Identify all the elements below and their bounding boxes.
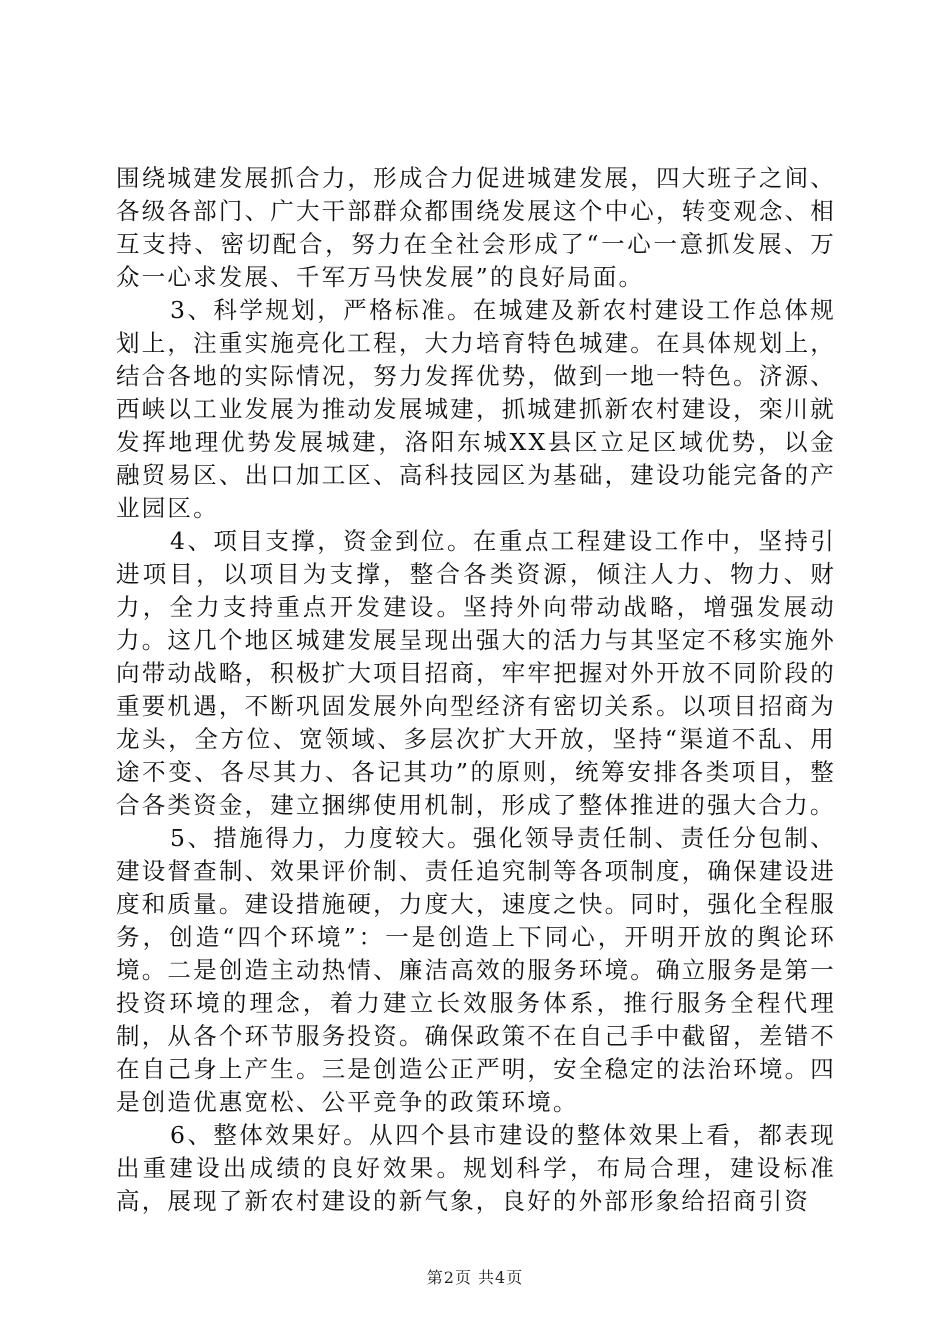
document-body bbox=[116, 162, 836, 1218]
paragraph-continuation: 围绕城建发展抓合力，形成合力促进城建发展，四大班子之间、各级各部门、广大干部群众都围绕发展这个中心，转变观念、相互支持、密切配合，努力在全社会形成了“一心一意抓发展、万众一心求发展、千军万马快发展”的良好局面。 bbox=[116, 164, 836, 291]
paragraph-item-5: 5、措施得力，力度较大。强化领导责任制、责任分包制、建设督查制、效果评价制、责任追究制等各项制度，确保建设进度和质量。建设措施硬，力度大，速度之快。同时，强化全程服务，创造“四个环境”：一是创造上下同心，开明开放的舆论环境。二是创造主动热情、廉洁高效的服务环境。确立服务是第一投资环境的理念，着力建立长效服务体系，推行服务全程代理制，从各个环节服务投资。确保政策不在自己手中截留，差错不在自己身上产生。三是创造公正严明，安全稳定的法治环境。四是创造优惠宽松、公平竞争的政策环境。 bbox=[116, 824, 836, 1116]
paragraph-item-6: 6、整体效果好。从四个县市建设的整体效果上看，都表现出重建设出成绩的良好效果。规划科学，布局合理，建设标准高，展现了新农村建设的新气象，良好的外部形象给招商引资 bbox=[116, 1121, 836, 1215]
paragraph-item-4: 4、项目支撑，资金到位。在重点工程建设工作中，坚持引进项目，以项目为支撑，整合各类资源，倾注人力、物力、财力，全力支持重点开发建设。坚持外向带动战略，增强发展动力。这几个地区城建发展呈现出强大的活力与其坚定不移实施外向带动战略，积极扩大项目招商，牢牢把握对外开放不同阶段的重要机遇，不断巩固发展外向型经济有密切关系。以项目招商为龙头，全方位、宽领域、多层次扩大开放，坚持“渠道不乱、用途不变、各尽其力、各记其功”的原则，统筹安排各类项目，整合各类资金，建立捆绑使用机制，形成了整体推进的强大合力。 bbox=[116, 527, 836, 819]
page-number-footer: 第2页 共4页 bbox=[426, 1268, 524, 1287]
paragraph-item-3: 3、科学规划，严格标准。在城建及新农村建设工作总体规划上，注重实施亮化工程，大力培育特色城建。在具体规划上，结合各地的实际情况，努力发挥优势，做到一地一特色。济源、西峡以工业发展为推动发展城建，抓城建抓新农村建设，栾川就发挥地理优势发展城建，洛阳东城XX县区立足区域优势，以金融贸易区、出口加工区、高科技园区为基础，建设功能完备的产业园区。 bbox=[116, 296, 836, 522]
